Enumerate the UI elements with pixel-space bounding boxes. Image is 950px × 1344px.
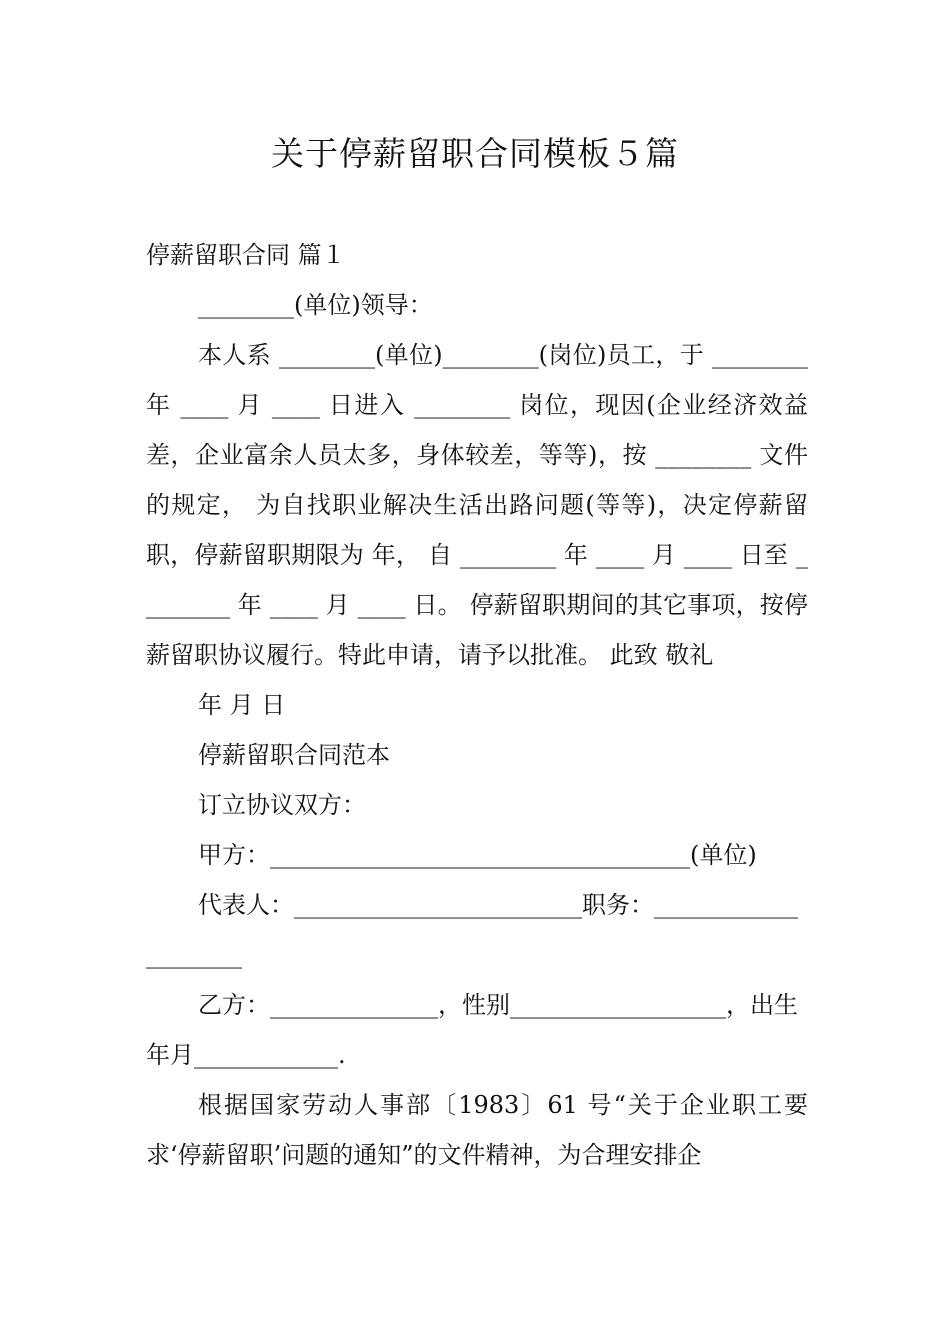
document-body (146, 230, 808, 1180)
contract-template-heading: 停薪留职合同范本 (198, 741, 390, 769)
salutation: ________(单位)领导： (198, 291, 433, 319)
basis-paragraph: 根据国家劳动人事部〔1983〕61 号“关于企业职工要求‘停薪留职’问题的通知”的文件精神，为合理安排企 (146, 1091, 808, 1169)
section-heading: 停薪留职合同 篇１ (146, 241, 346, 269)
party-b-line: 乙方：______________，性别__________________，出生年月____________. (146, 991, 798, 1069)
parties-heading: 订立协议双方： (198, 791, 366, 819)
party-a-line: 甲方：___________________________________(单位) (198, 841, 757, 869)
representative-line: 代表人：________________________职务：____________________ (146, 891, 798, 969)
application-paragraph: 本人系 ________(单位)________(岗位)员工，于 ________ 年 ____ 月 ____ 日进入 ________ 岗位，现因(企业经济效益差，企业富余人员太多，身体较差，等等)，按 ________ 文件的规定， 为自找职业解决生活出路问题(等等)，决定停薪留职，停薪留职期限为 年， 自 ________ 年 ____ 月 ____ 日至 ________ 年 ____ 月 ____ 日。 停薪留职期间的其它事项，按停薪留职协议履行。特此申请，请予以批准。 此致 敬礼 (146, 341, 808, 669)
document-title: 关于停薪留职合同模板５篇 (271, 134, 679, 173)
date-line: 年 月 日 (198, 691, 286, 719)
